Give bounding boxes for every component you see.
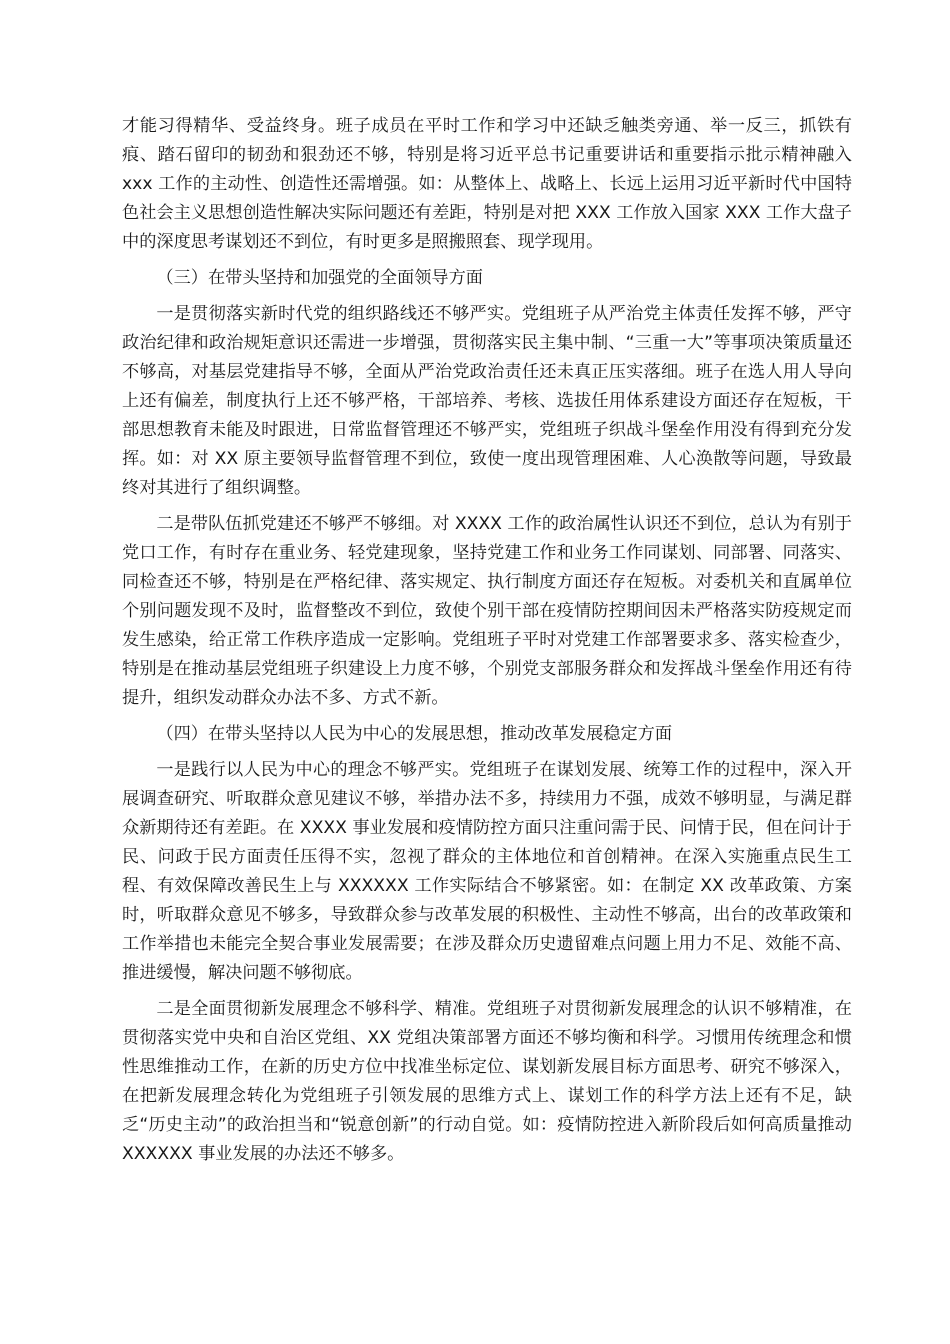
paragraph-text: 党组班子从严治党主体责任发挥不够，严守政治纪律和政治规矩意识还需进一步增强，贯彻落实民主集中制、“三重一大”等事项决策质量还不够高，对基层党建指导不够，全面从严治党政治责任还未真正压实落细。班子在选人用人导向上还有偏差，制度执行上还不够严格，干部培养、考核、选拔任用体系建设方面还存在短板，干部思想教育未能及时跟进，日常监督管理还不够严实，党组班子织战斗堡垒作用没有得到充分发挥。如：对 XX 原主要领导监督管理不到位，致使一度出现管理困难、人心涣散等问题，导致最终对其进行了组织调整。 xyxy=(122,304,852,498)
heading-text: （四）在带头坚持以人民为中心的发展思想，推动改革发展稳定方面 xyxy=(156,724,673,744)
paragraph-lead: 二是全面贯彻新发展理念不够科学、精准。 xyxy=(156,999,487,1019)
paragraph-continuation xyxy=(122,112,852,257)
heading-text: （三）在带头坚持和加强党的全面领导方面 xyxy=(156,268,483,288)
paragraph-body xyxy=(122,510,852,713)
paragraph-lead: 一是贯彻落实新时代党的组织路线还不够严实。 xyxy=(156,304,522,324)
paragraph-body xyxy=(122,995,852,1169)
paragraph-body xyxy=(122,756,852,988)
section-heading-four xyxy=(122,720,852,749)
section-heading-three xyxy=(122,264,852,293)
document-page xyxy=(122,112,852,1176)
paragraph-text: 对 XXXX 工作的政治属性认识还不到位，总认为有别于党口工作，有时存在重业务、轻党建现象，坚持党建工作和业务工作同谋划、同部署、同落实、同检查还不够，特别是在严格纪律、落实规定、执行制度方面还存在短板。对委机关和直属单位个别问题发现不及时，监督整改不到位，致使个别干部在疫情防控期间因未严格落实防疫规定而发生感染，给正常工作秩序造成一定影响。党组班子平时对党建工作部署要求多、落实检查少，特别是在推动基层党组班子织建设上力度不够，个别党支部服务群众和发挥战斗堡垒作用还有待提升，组织发动群众办法不多、方式不新。 xyxy=(122,514,852,708)
paragraph-lead: 二是带队伍抓党建还不够严不够细。 xyxy=(156,514,433,534)
paragraph-body xyxy=(122,300,852,503)
paragraph-text: 才能习得精华、受益终身。班子成员在平时工作和学习中还缺乏触类旁通、举一反三，抓铁有痕、踏石留印的韧劲和狠劲还不够，特别是将习近平总书记重要讲话和重要指示批示精神融入 xxx 工作的主动性、创造性还需增强。如：从整体上、战略上、长远上运用习近平新时代中国特色社会主义思想创造性解决实际问题还有差距，特别是对把 XXX 工作放入国家 XXX 工作大盘子中的深度思考谋划还不到位，有时更多是照搬照套、现学现用。 xyxy=(122,116,852,252)
paragraph-lead: 一是践行以人民为中心的理念不够严实。 xyxy=(156,760,470,780)
paragraph-text: 党组班子对贯彻新发展理念的认识不够精准，在贯彻落实党中央和自治区党组、XX 党组决策部署方面还不够均衡和科学。习惯用传统理念和惯性思维推动工作，在新的历史方位中找准坐标定位、谋划新发展目标方面思考、研究不够深入，在把新发展理念转化为党组班子引领发展的思维方式上、谋划工作的科学方法上还有不足，缺乏“历史主动”的政治担当和“锐意创新”的行动自觉。如：疫情防控进入新阶段后如何高质量推动 XXXXXX 事业发展的办法还不够多。 xyxy=(122,999,852,1164)
paragraph-text: 党组班子在谋划发展、统筹工作的过程中，深入开展调查研究、听取群众意见建议不够，举措办法不多，持续用力不强，成效不够明显，与满足群众新期待还有差距。在 XXXX 事业发展和疫情防控方面只注重问需于民、问情于民，但在问计于民、问政于民方面责任压得不实，忽视了群众的主体地位和首创精神。在深入实施重点民生工程、有效保障改善民生上与 XXXXXX 工作实际结合不够紧密。如：在制定 XX 改革政策、方案时，听取群众意见不够多，导致群众参与改革发展的积极性、主动性不够高，出台的改革政策和工作举措也未能完全契合事业发展需要；在涉及群众历史遗留难点问题上用力不足、效能不高、推进缓慢，解决问题不够彻底。 xyxy=(122,760,852,983)
